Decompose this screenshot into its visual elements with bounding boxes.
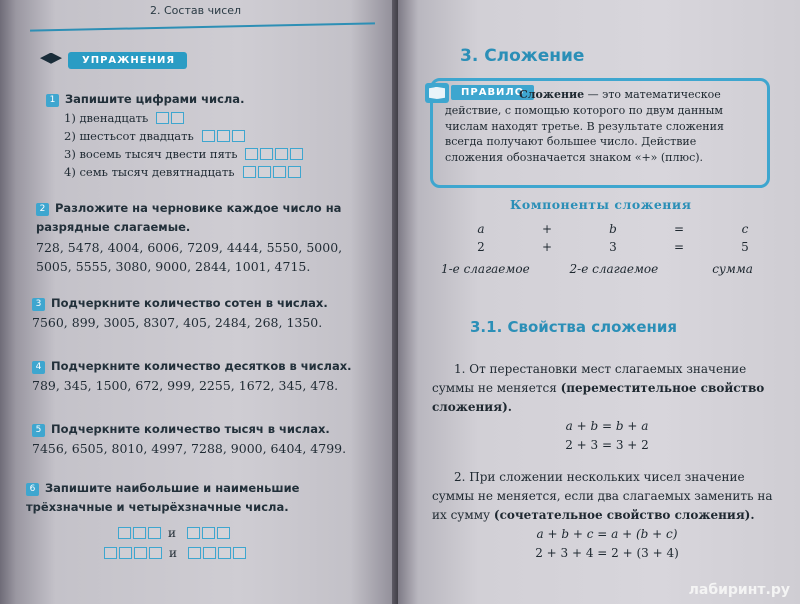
list-item: 3) восемь тысяч двести пять [64, 147, 303, 161]
exercise-6 [26, 478, 356, 560]
components-title: Компоненты сложения [510, 197, 692, 212]
exercise-3 [32, 292, 328, 330]
left-page [0, 0, 398, 604]
list-item: 1) двенадцать [64, 111, 303, 125]
formula: a + b + c = a + (b + c) [536, 527, 678, 541]
exercise-number: 1 [46, 94, 59, 107]
number-line: 789, 345, 1500, 672, 999, 2255, 1672, 345, 478. [32, 378, 339, 393]
rule-body: действие, с помощью которого по двум данным числам находят третье. В результате сложения всегда получают большее число. Действие сложения обозначается знаком «+» (плюс). [445, 104, 724, 164]
exercise-task: Подчеркните количество сотен в числах. [51, 296, 328, 310]
exercise-task: Запишите цифрами числа. [65, 92, 245, 106]
answer-cells[interactable] [118, 527, 161, 539]
exercise-number: 5 [32, 424, 45, 437]
number-line: 5005, 5555, 3080, 9000, 2844, 1001, 4715. [36, 259, 311, 274]
running-head: 2. Состав чисел [150, 4, 242, 17]
rule-first-line: Сложение — это математическое [519, 88, 721, 101]
exercise-number: 6 [26, 483, 39, 496]
answer-cells[interactable] [243, 166, 301, 178]
answer-cells[interactable] [188, 547, 246, 559]
formula: 2 + 3 + 4 = 2 + (3 + 4) [535, 546, 679, 560]
answer-row: и [114, 526, 356, 540]
subsection-title: 3.1. Свойства сложения [470, 318, 678, 336]
exercises-badge [40, 52, 187, 69]
list-item: 4) семь тысяч девятнадцать [64, 165, 303, 179]
property-1: 1. От перестановки мест слагаемых значение суммы не меняется (переместительное свойство сложения). a + b = b + a 2 + 3 = 3 + 2 [432, 360, 782, 455]
exercise-4 [32, 355, 352, 393]
answer-cells[interactable] [187, 527, 230, 539]
formula-numbers: 2 + 3 = 5 [477, 240, 749, 254]
number-line: 7456, 6505, 8010, 4997, 7288, 9000, 6404, 4799. [32, 441, 347, 456]
formula: a + b = b + a [565, 419, 649, 433]
rule-tag: ПРАВИЛО [451, 85, 534, 100]
answer-row: и [100, 546, 356, 560]
graduation-cap-icon [40, 53, 62, 69]
property-2: 2. При сложении нескольких чисел значение суммы не меняется, если два слагаемых заменить на их сумму (сочетательное свойство сложения). a + b + c = a + (b + c) 2 + 3 + 4 = 2 + (3 + 4) [432, 468, 782, 563]
exercise-task: Подчеркните количество десятков в числах. [51, 359, 352, 373]
header-rule [30, 22, 375, 31]
exercise-number: 3 [32, 298, 45, 311]
exercises-label: УПРАЖНЕНИЯ [68, 52, 187, 69]
formula: 2 + 3 = 3 + 2 [565, 438, 649, 452]
exercise-number: 4 [32, 361, 45, 374]
number-line: 7560, 899, 3005, 8307, 405, 2484, 268, 1350. [32, 315, 323, 330]
list-item: 2) шестьсот двадцать [64, 129, 303, 143]
exercise-task: Разложите на черновике каждое число на разрядные слагаемые. [36, 201, 342, 234]
exercise-5 [32, 418, 346, 456]
exercise-1 [46, 88, 303, 179]
answer-cells[interactable] [245, 148, 303, 160]
book-icon [425, 83, 449, 103]
watermark-logo: лабиринт.ру [688, 582, 790, 598]
exercise-task: Подчеркните количество тысяч в числах. [51, 422, 330, 436]
answer-cells[interactable] [202, 130, 245, 142]
answer-cells[interactable] [156, 112, 184, 124]
formula-letters: a + b = c [477, 222, 749, 236]
exercise-task: Запишите наибольшие и наименьшие трёхзначные и четырёхзначные числа. [26, 481, 300, 514]
number-line: 728, 5478, 4004, 6006, 7209, 4444, 5550, 5000, [36, 240, 343, 255]
exercise-2 [36, 198, 366, 274]
rule-box [430, 78, 770, 188]
exercise-number: 2 [36, 203, 49, 216]
section-title: 3. Сложение [460, 46, 585, 66]
answer-cells[interactable] [104, 547, 162, 559]
component-names: 1-е слагаемое 2-е слагаемое сумма [440, 262, 753, 276]
